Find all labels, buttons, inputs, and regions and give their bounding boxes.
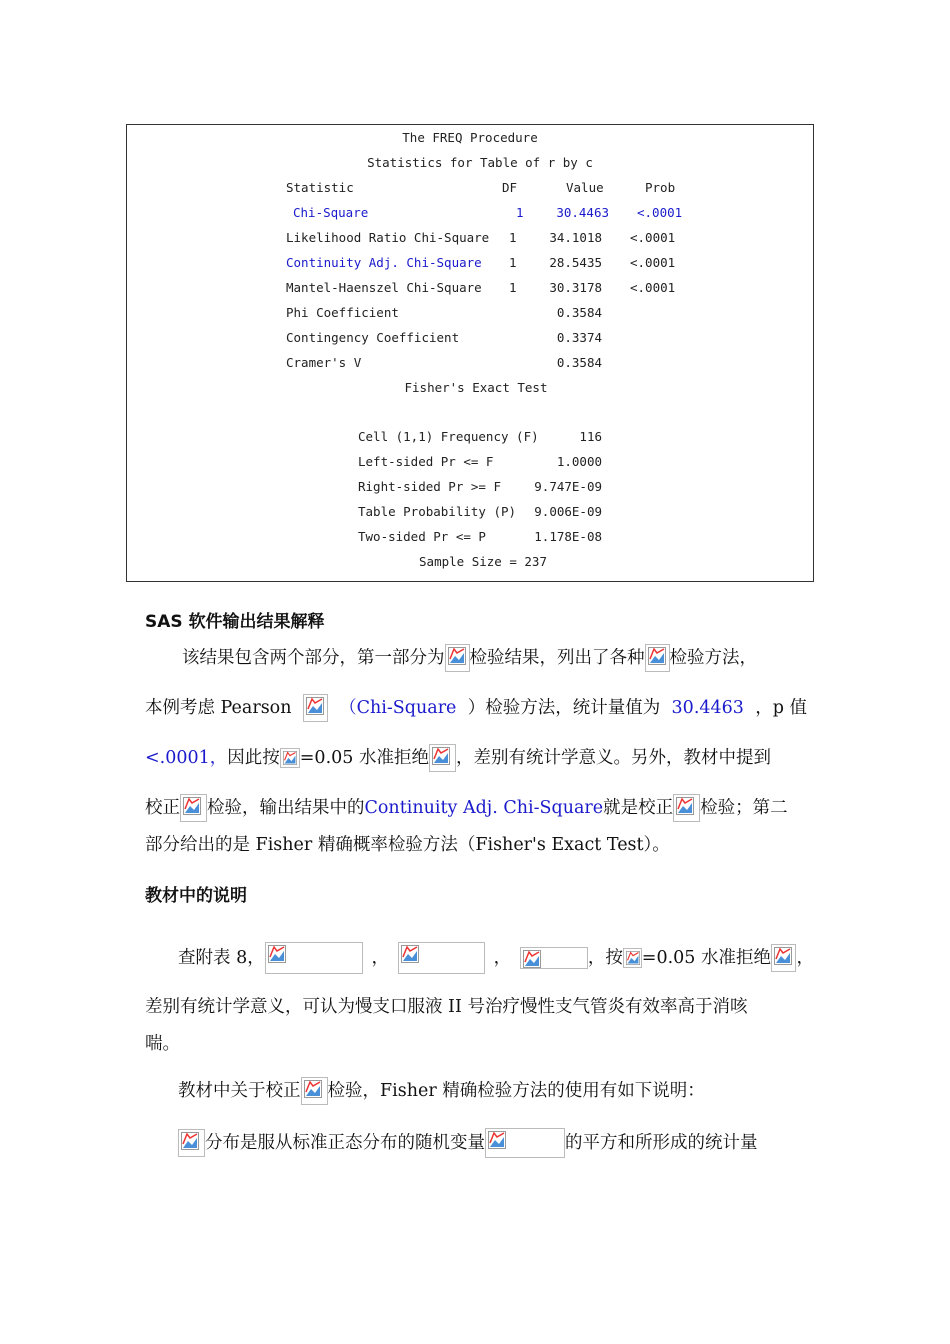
value-chi-square: 30.4463 [556,205,609,220]
value-mantel-haenszel: 30.3178 [549,280,602,295]
df-likelihood-ratio: 1 [509,230,517,245]
stat-cramers-v: Cramer's V [286,355,362,370]
fisher-title: Fisher's Exact Test [404,380,548,395]
section1-p4: 校正 检验，输出结果中的 Continuity Adj. Chi-Square 就是校正 检验；第二 [145,795,807,821]
section2-p1: 查附表 8， ， ， ，按 =0.05 水准拒绝 ， [178,943,814,973]
broken-image-icon [771,944,796,972]
fisher-value: 1.0000 [556,454,602,469]
broken-image-icon [398,942,485,974]
fisher-label: Table Probability (P) [358,504,517,519]
broken-image-icon [645,644,670,672]
fisher-label: Right-sided Pr >= F [358,479,501,494]
sas-title: The FREQ Procedure [402,130,538,145]
section2-p2: 差别有统计学意义，可认为慢支口服液 II 号治疗慢性支气管炎有效率高于消咳 [145,997,748,1017]
stat-chi-square: Chi-Square [293,205,369,220]
broken-image-icon [623,948,642,968]
fisher-value: 1.178E-08 [534,529,602,544]
fisher-value: 116 [579,429,602,444]
value-continuity-adj: 28.5435 [549,255,602,270]
header-df: DF [502,180,518,195]
section2-p4: 教材中关于校正 检验，Fisher 精确检验方法的使用有如下说明： [178,1078,705,1104]
prob-likelihood-ratio: <.0001 [630,230,676,245]
value-phi: 0.3584 [556,305,602,320]
stat-mantel-haenszel: Mantel-Haenszel Chi-Square [286,280,482,295]
value-contingency: 0.3374 [556,330,602,345]
header-value: Value [566,180,604,195]
section2-p5: 分布是服从标准正态分布的随机变量 的平方和所形成的统计量 [178,1128,758,1158]
prob-mantel-haenszel: <.0001 [630,280,676,295]
prob-continuity-adj: <.0001 [630,255,676,270]
section2-p3: 喘。 [145,1034,180,1054]
fisher-label: Two-sided Pr <= P [358,529,486,544]
df-mantel-haenszel: 1 [509,280,517,295]
section1-p3: <.0001， 因此按 =0.05 水准拒绝 ，差别有统计学意义。另外，教材中提到 [145,745,807,771]
header-statistic: Statistic [286,180,354,195]
broken-image-icon [180,794,207,822]
value-likelihood-ratio: 34.1018 [549,230,602,245]
section2-heading: 教材中的说明 [145,886,247,906]
df-chi-square: 1 [516,205,524,220]
broken-image-icon [303,694,328,722]
broken-image-icon [301,1077,328,1105]
stat-contingency: Contingency Coefficient [286,330,460,345]
section1-p2: 本例考虑 Pearson （Chi-Square ）检验方法，统计量值为 30.4463 ，p 值 [145,695,807,721]
broken-image-icon [280,748,300,768]
section1-heading: SAS 软件输出结果解释 [145,612,325,632]
stat-phi: Phi Coefficient [286,305,399,320]
header-prob: Prob [645,180,676,195]
fisher-value: 9.747E-09 [534,479,602,494]
sas-subtitle: Statistics for Table of r by c [367,155,593,170]
prob-chi-square: <.0001 [637,205,683,220]
df-continuity-adj: 1 [509,255,517,270]
stat-likelihood-ratio: Likelihood Ratio Chi-Square [286,230,490,245]
broken-image-icon [520,947,588,969]
broken-image-icon [485,1128,565,1158]
value-cramers-v: 0.3584 [556,355,602,370]
fisher-value: 9.006E-09 [534,504,602,519]
broken-image-icon [673,794,700,822]
sample-size: Sample Size = 237 [419,554,547,569]
broken-image-icon [265,942,363,974]
fisher-label: Left-sided Pr <= F [358,454,494,469]
section1-p1: 该结果包含两个部分，第一部分为 检验结果，列出了各种 检验方法， [182,645,818,671]
broken-image-icon [178,1129,205,1157]
stat-continuity-adj: Continuity Adj. Chi-Square [286,255,482,270]
section1-p5: 部分给出的是 Fisher 精确概率检验方法（Fisher's Exact Test）。 [145,835,670,855]
broken-image-icon [429,744,456,772]
fisher-label: Cell (1,1) Frequency (F) [358,429,539,444]
broken-image-icon [445,644,470,672]
